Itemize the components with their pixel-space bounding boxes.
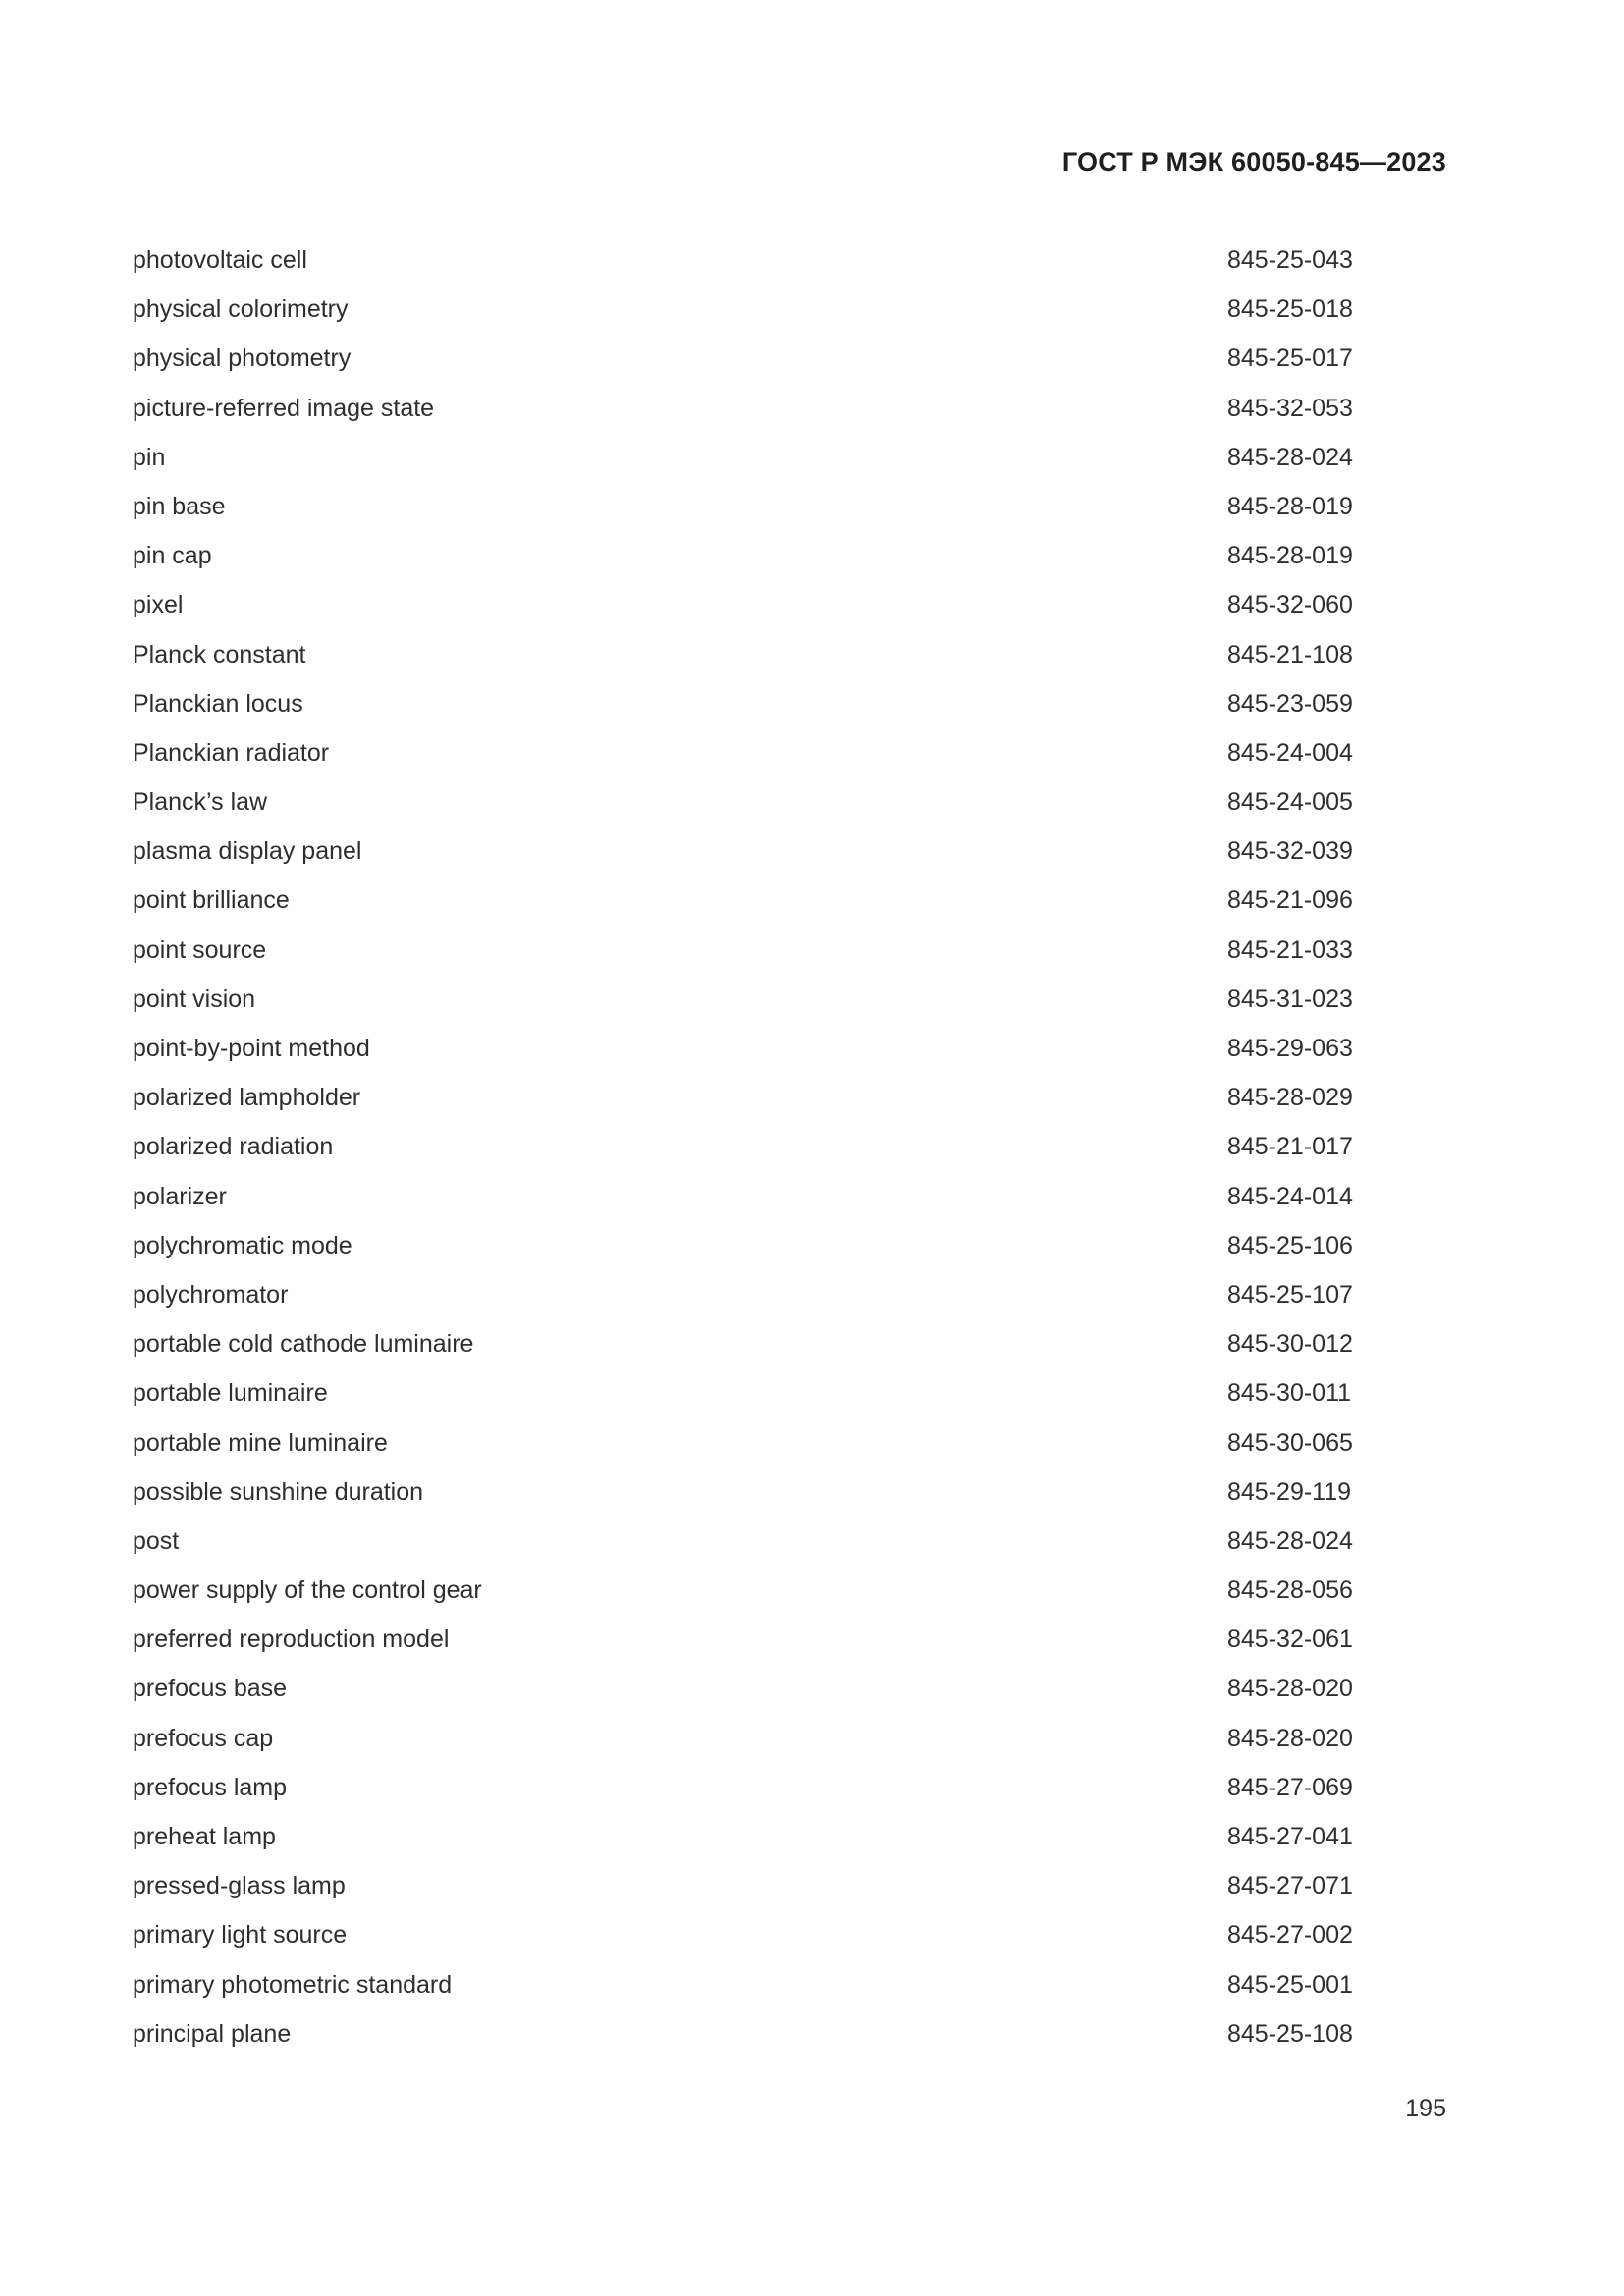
index-reference-number: 845-25-108 <box>1227 2019 1353 2048</box>
index-reference-number: 845-27-041 <box>1227 1823 1353 1850</box>
index-entry <box>133 1566 1353 1615</box>
index-entry <box>133 1319 1353 1368</box>
index-entry <box>133 1812 1353 1861</box>
index-term: pressed-glass lamp <box>133 1872 346 1900</box>
index-term: Planckian radiator <box>133 738 330 767</box>
index-term: portable luminaire <box>133 1379 328 1408</box>
index-entry <box>133 384 1353 433</box>
term-index-list <box>133 236 1353 2058</box>
index-entry <box>133 1763 1353 1812</box>
index-reference-number: 845-25-018 <box>1227 295 1353 324</box>
index-term: preheat lamp <box>133 1823 276 1850</box>
index-reference-number: 845-28-029 <box>1227 1084 1353 1112</box>
index-term: pin cap <box>133 542 212 570</box>
document-header: ГОСТ Р МЭК 60050-845—2023 <box>1061 147 1446 177</box>
index-reference-number: 845-21-108 <box>1227 640 1353 668</box>
index-reference-number: 845-28-020 <box>1227 1675 1353 1703</box>
index-entry <box>133 1024 1353 1073</box>
index-term: Planckian locus <box>133 689 303 718</box>
index-entry <box>133 630 1353 679</box>
index-term: portable mine luminaire <box>133 1428 388 1457</box>
index-entry <box>133 1468 1350 1517</box>
index-term: portable cold cathode luminaire <box>133 1330 474 1359</box>
index-term: primary light source <box>133 1921 348 1949</box>
index-term: pin <box>133 443 166 471</box>
index-term: post <box>133 1526 180 1555</box>
index-entry <box>133 926 1353 975</box>
index-reference-number: 845-32-061 <box>1227 1626 1353 1654</box>
index-term: prefocus cap <box>133 1724 274 1752</box>
index-reference-number: 845-29-119 <box>1227 1477 1352 1506</box>
index-reference-number: 845-28-056 <box>1227 1576 1353 1605</box>
index-entry <box>133 827 1353 876</box>
index-entry <box>133 433 1353 482</box>
index-reference-number: 845-30-012 <box>1227 1330 1353 1359</box>
index-entry <box>133 334 1353 383</box>
index-reference-number: 845-29-063 <box>1227 1035 1353 1062</box>
index-term: possible sunshine duration <box>133 1477 424 1506</box>
page-number: 195 <box>1405 2095 1446 2122</box>
index-entry <box>133 1861 1353 1910</box>
index-term: power supply of the control gear <box>133 1576 482 1605</box>
index-term: prefocus base <box>133 1675 288 1703</box>
index-term: polychromatic mode <box>133 1231 352 1259</box>
index-entry <box>133 1418 1353 1468</box>
index-term: point-by-point method <box>133 1035 370 1062</box>
index-entry <box>133 1073 1353 1122</box>
index-term: plasma display panel <box>133 837 362 866</box>
index-entry <box>133 580 1353 629</box>
index-term: physical photometry <box>133 345 352 373</box>
index-term: photovoltaic cell <box>133 246 307 274</box>
index-entry <box>133 1172 1353 1221</box>
index-reference-number: 845-25-106 <box>1227 1231 1353 1259</box>
index-term: principal plane <box>133 2019 292 2048</box>
index-entry <box>133 285 1353 334</box>
index-reference-number: 845-32-039 <box>1227 837 1353 866</box>
index-reference-number: 845-31-023 <box>1227 985 1353 1013</box>
index-entry <box>133 1664 1353 1713</box>
index-term: point vision <box>133 985 256 1013</box>
index-term: primary photometric standard <box>133 1970 453 1999</box>
index-entry <box>133 876 1353 925</box>
index-reference-number: 845-25-043 <box>1227 246 1353 274</box>
index-reference-number: 845-28-024 <box>1227 443 1353 471</box>
index-term: point source <box>133 935 267 964</box>
index-term: pin base <box>133 492 226 520</box>
index-reference-number: 845-23-059 <box>1227 689 1353 718</box>
index-term: polarized radiation <box>133 1133 334 1161</box>
index-reference-number: 845-21-096 <box>1227 886 1353 915</box>
index-term: polarizer <box>133 1182 227 1210</box>
index-reference-number: 845-21-033 <box>1227 935 1353 964</box>
index-term: polychromator <box>133 1280 289 1308</box>
index-reference-number: 845-24-004 <box>1227 738 1353 767</box>
index-reference-number: 845-30-065 <box>1227 1428 1353 1457</box>
index-reference-number: 845-32-053 <box>1227 394 1353 422</box>
index-entry <box>133 975 1353 1024</box>
index-reference-number: 845-25-017 <box>1227 345 1353 373</box>
index-entry <box>133 1368 1350 1417</box>
index-term: prefocus lamp <box>133 1773 288 1801</box>
index-reference-number: 845-32-060 <box>1227 591 1353 619</box>
index-term: physical colorimetry <box>133 295 349 324</box>
index-term: point brilliance <box>133 886 290 915</box>
index-term: preferred reproduction model <box>133 1626 450 1654</box>
index-reference-number: 845-30-011 <box>1227 1379 1352 1408</box>
index-entry <box>133 679 1353 728</box>
index-term: pixel <box>133 591 184 619</box>
index-reference-number: 845-28-020 <box>1227 1724 1353 1752</box>
index-term: Planck’s law <box>133 788 268 817</box>
index-reference-number: 845-27-069 <box>1227 1773 1353 1801</box>
index-reference-number: 845-27-002 <box>1227 1921 1353 1949</box>
index-entry <box>133 1270 1353 1319</box>
index-term: picture-referred image state <box>133 394 435 422</box>
index-entry <box>133 236 1353 285</box>
index-reference-number: 845-28-024 <box>1227 1526 1353 1555</box>
index-entry <box>133 728 1353 777</box>
index-reference-number: 845-27-071 <box>1227 1872 1353 1900</box>
index-entry <box>133 777 1353 827</box>
index-entry <box>133 1910 1353 1959</box>
index-entry <box>133 1221 1353 1270</box>
index-entry <box>133 1615 1353 1664</box>
index-reference-number: 845-24-014 <box>1227 1182 1353 1210</box>
index-entry <box>133 482 1353 531</box>
index-entry <box>133 531 1353 580</box>
index-reference-number: 845-25-001 <box>1227 1970 1353 1999</box>
index-reference-number: 845-25-107 <box>1227 1280 1353 1308</box>
index-entry <box>133 1714 1353 1763</box>
index-reference-number: 845-24-005 <box>1227 788 1353 817</box>
index-term: polarized lampholder <box>133 1084 361 1112</box>
index-entry <box>133 1960 1353 2009</box>
index-reference-number: 845-28-019 <box>1227 492 1353 520</box>
index-reference-number: 845-21-017 <box>1227 1133 1353 1161</box>
index-term: Planck constant <box>133 640 306 668</box>
index-entry <box>133 1517 1353 1566</box>
index-entry <box>133 1122 1353 1171</box>
index-entry <box>133 2009 1353 2058</box>
index-reference-number: 845-28-019 <box>1227 542 1353 570</box>
